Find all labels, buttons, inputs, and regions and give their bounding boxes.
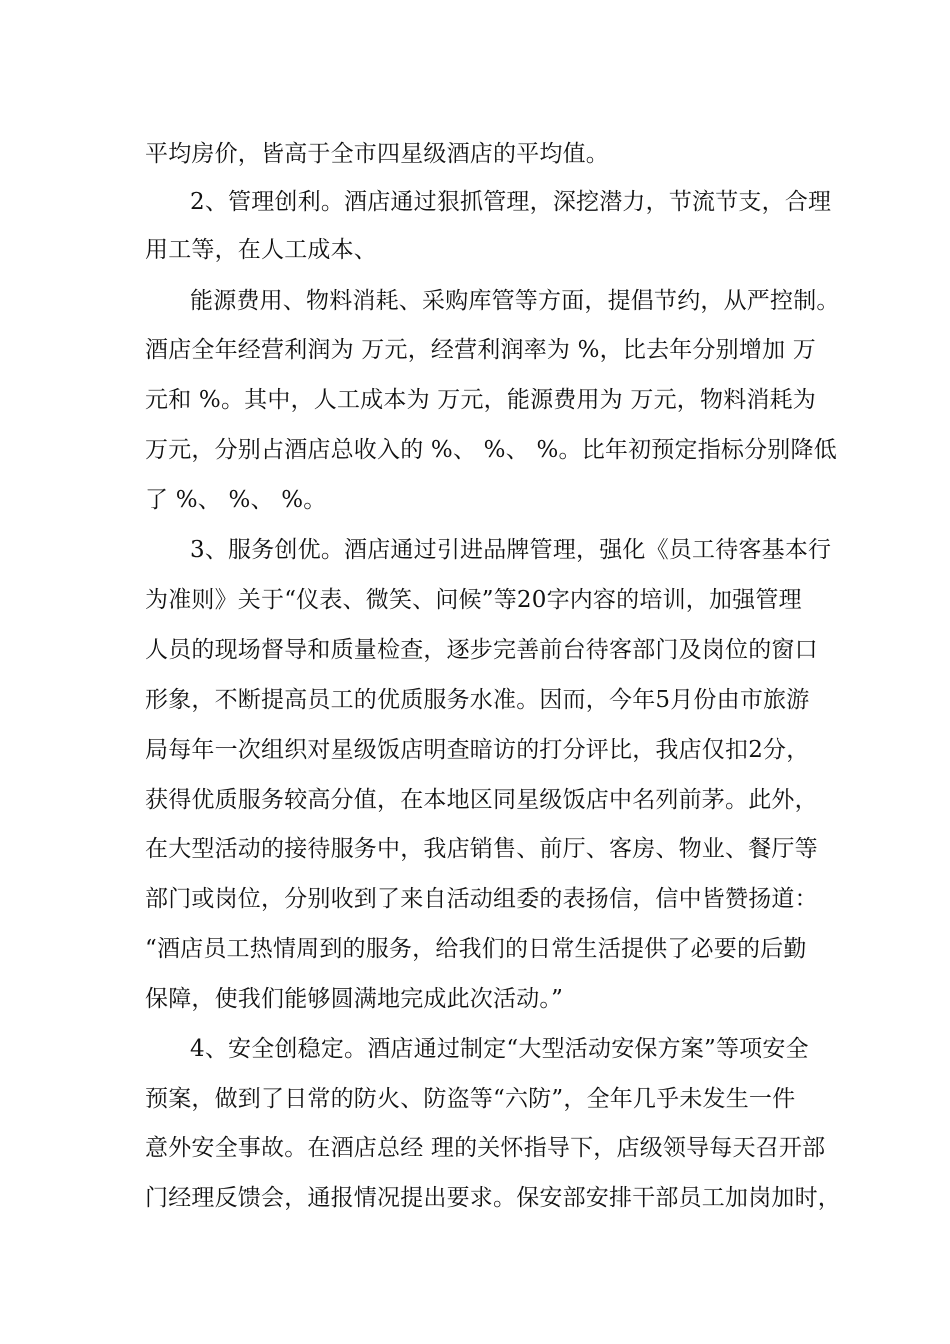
text-line-16: 部门或岗位，分别收到了来自活动组委的表扬信，信中皆赞扬道： [145,886,818,912]
text-line-11: 人员的现场督导和质量检查，逐步完善前台待客部门及岗位的窗口 [145,637,818,663]
text-line-17: “酒店员工热情周到的服务，给我们的日常生活提供了必要的后勤 [145,936,807,962]
text-line-18: 保障，使我们能够圆满地完成此次活动。” [145,986,564,1012]
text-line-4: 能源费用、物料消耗、采购库管等方面，提倡节约，从严控制。 [190,288,840,314]
text-line-14: 获得优质服务较高分值，在本地区同星级饭店中名列前茅。此外， [145,787,818,813]
text-line-19: 4、安全创稳定。酒店通过制定“大型活动安保方案”等项安全 [190,1036,809,1062]
text-line-15: 在大型活动的接待服务中，我店销售、前厅、客房、物业、餐厅等 [145,836,818,862]
text-line-22: 门经理反馈会，通报情况提出要求。保安部安排干部员工加岗加时， [145,1185,841,1211]
text-line-8: 了 %、 %、 %。 [145,487,327,513]
text-line-13: 局每年一次组织对星级饭店明查暗访的打分评比，我店仅扣2分， [145,737,810,763]
text-line-2: 2、管理创利。酒店通过狠抓管理，深挖潜力，节流节支，合理 [190,189,832,215]
text-line-3: 用工等，在人工成本、 [145,237,377,263]
text-line-20: 预案，做到了日常的防火、防盗等“六防”，全年几乎未发生一件 [145,1086,796,1112]
text-line-21: 意外安全事故。在酒店总经 理的关怀指导下，店级领导每天召开部 [145,1135,826,1161]
text-line-1: 平均房价，皆高于全市四星级酒店的平均值。 [145,141,609,167]
text-line-6: 元和 %。其中，人工成本为 万元，能源费用为 万元，物料消耗为 [145,387,816,413]
text-line-7: 万元，分别占酒店总收入的 %、 %、 %。比年初预定指标分别降低 [145,437,837,463]
text-line-5: 酒店全年经营利润为 万元，经营利润率为 %，比去年分别增加 万 [145,337,816,363]
text-line-9: 3、服务创优。酒店通过引进品牌管理，强化《员工待客基本行 [190,537,832,563]
text-line-12: 形象，不断提高员工的优质服务水准。因而，今年5月份由市旅游 [145,687,810,713]
text-line-10: 为准则》关于“仪表、微笑、问候”等20字内容的培训，加强管理 [145,587,802,613]
